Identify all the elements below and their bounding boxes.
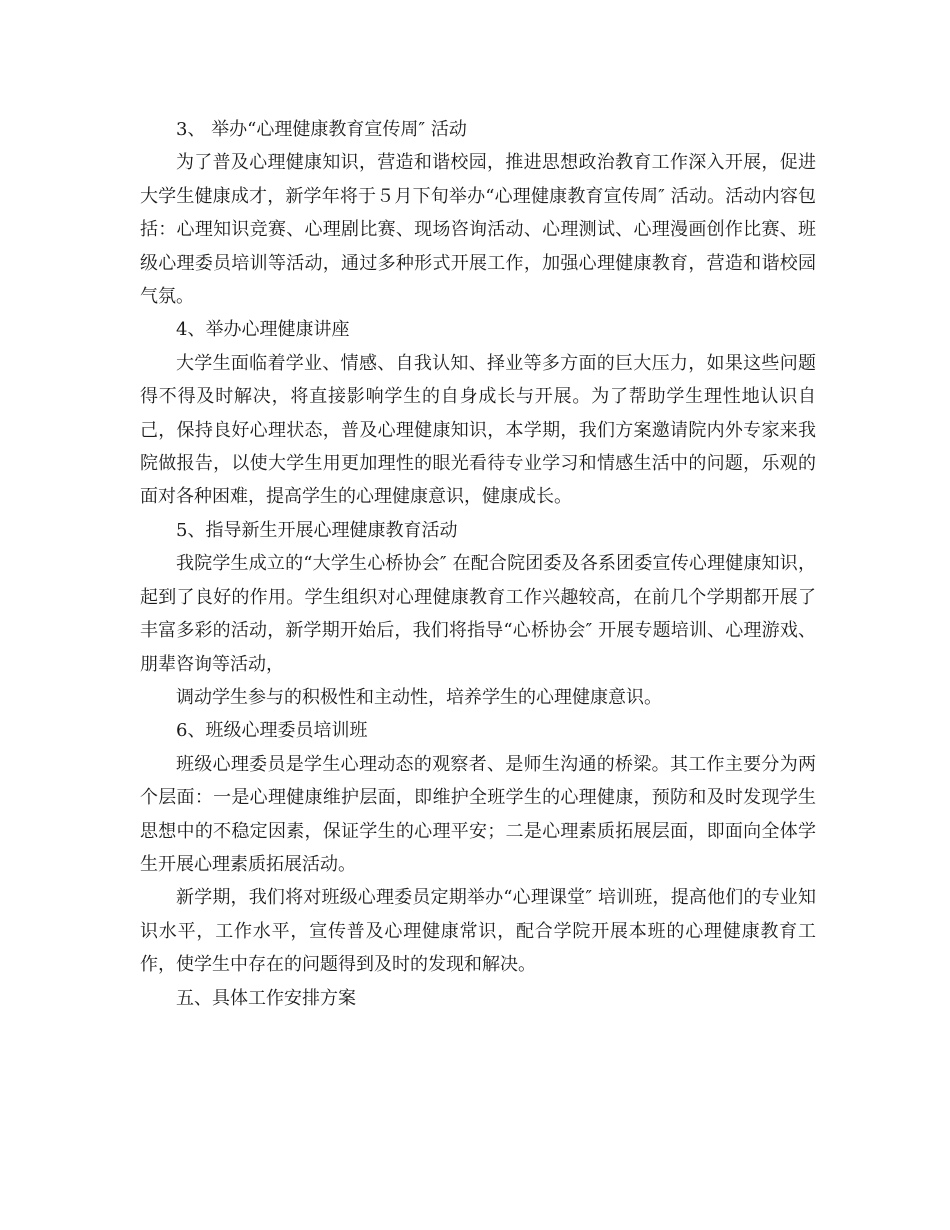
paragraph-lectures: 大学生面临着学业、情感、自我认知、择业等多方面的巨大压力，如果这些问题得不得及时解决，将直接影响学生的自身成长与开展。为了帮助学生理性地认识自己，保持良好心理状态，普及心理健康知识，本学期，我们方案邀请院内外专家来我院做报告，以使大学生用更加理性的眼光看待专业学习和情感生活中的问题，乐观的面对各种困难，提高学生的心理健康意识，健康成长。 [140, 352, 816, 508]
section-heading-five: 五、具体工作安排方案 [176, 987, 356, 1009]
section-heading-4: 4、举办心理健康讲座 [176, 319, 350, 341]
document-body [140, 113, 816, 1015]
paragraph-class-committee: 班级心理委员是学生心理动态的观察者、是师生沟通的桥梁。其工作主要分为两个层面：一是心理健康维护层面，即维护全班学生的心理健康，预防和及时发现学生思想中的不稳定因素，保证学生的心理平安；二是心理素质拓展层面，即面向全体学生开展心理素质拓展活动。 [140, 753, 816, 875]
paragraph-association: 我院学生成立的“大学生心桥协会″ 在配合院团委及各系团委宣传心理健康知识，起到了良好的作用。学生组织对心理健康教育工作兴趣较高，在前几个学期都开展了丰富多彩的活动，新学期开始后，我们将指导“心桥协会″ 开展专题培训、心理游戏、朋辈咨询等活动， [140, 553, 816, 675]
section-heading-5: 5、指导新生开展心理健康教育活动 [176, 519, 458, 541]
paragraph-training: 新学期，我们将对班级心理委员定期举办“心理课堂″ 培训班，提高他们的专业知识水平，工作水平，宣传普及心理健康常识，配合学院开展本班的心理健康教育工作，使学生中存在的问题得到及时的发现和解决。 [140, 887, 816, 976]
section-heading-6: 6、班级心理委员培训班 [176, 720, 368, 742]
paragraph-motivation: 调动学生参与的积极性和主动性，培养学生的心理健康意识。 [176, 686, 662, 708]
section-heading-3: 3、 举办“心理健康教育宣传周″ 活动 [176, 119, 467, 140]
paragraph-publicity-week: 为了普及心理健康知识，营造和谐校园，推进思想政治教育工作深入开展，促进大学生健康成才，新学年将于５月下旬举办“心理健康教育宣传周″ 活动。活动内容包括：心理知识竞赛、心理剧比赛、现场咨询活动、心理测试、心理漫画创作比赛、班级心理委员培训等活动，通过多种形式开展工作，加强心理健康教育，营造和谐校园气氛。 [140, 152, 816, 308]
